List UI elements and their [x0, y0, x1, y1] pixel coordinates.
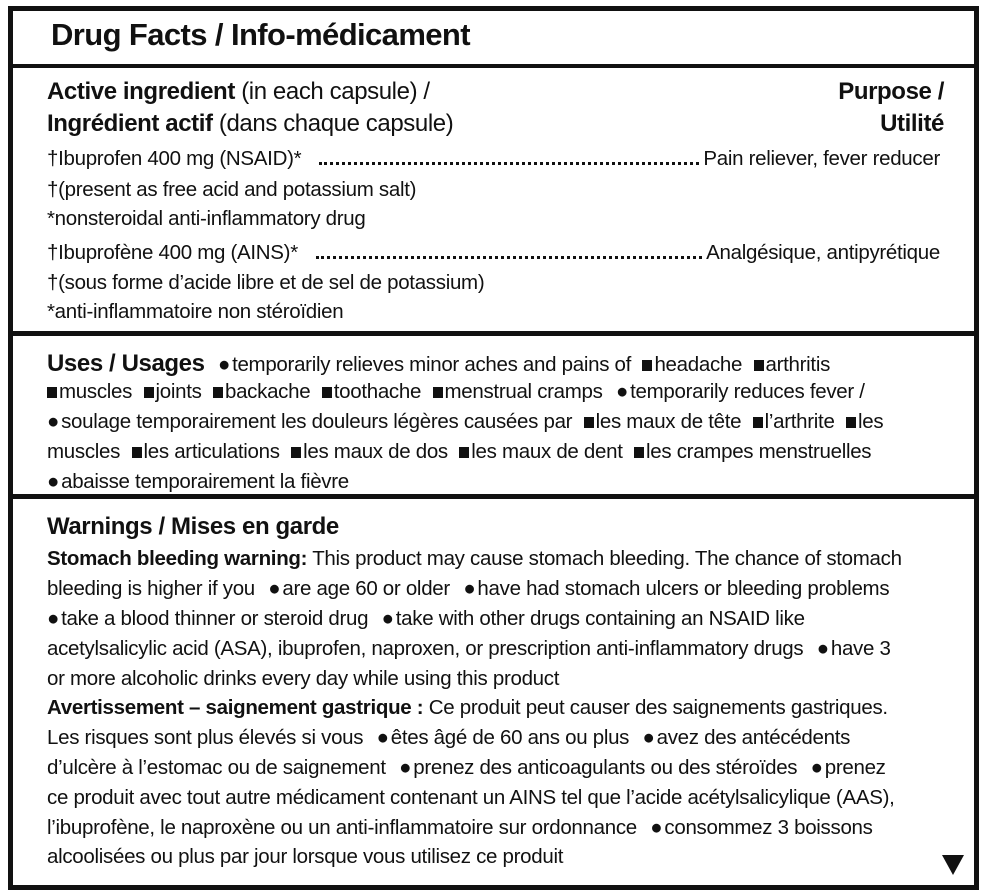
warning-en-line-1	[47, 547, 940, 571]
uses-line-4	[47, 440, 940, 464]
bullet-icon: ●	[268, 577, 281, 600]
use-item: muscles	[59, 380, 133, 403]
dotted-leader	[316, 256, 702, 259]
down-triangle-icon	[942, 855, 964, 875]
warning-en-label: Stomach bleeding warning:	[47, 547, 308, 570]
warning-fr-line-2	[47, 726, 940, 750]
warning-en-line-5: or more alcoholic drinks every day while using this product	[47, 667, 560, 690]
ingredient-note1-en: †(present as free acid and potassium salt)	[47, 178, 417, 201]
warning-text: d’ulcère à l’estomac ou de saignement	[47, 756, 386, 779]
ingredient-en: †Ibuprofen 400 mg (NSAID)*	[47, 147, 302, 170]
square-bullet-icon	[459, 447, 469, 458]
warning-text: prenez des anticoagulants ou des stéroïdes	[413, 756, 798, 779]
warning-text: Ce produit peut causer des saignements gastriques.	[423, 696, 888, 719]
warning-text: take with other drugs containing an NSAID like	[395, 607, 805, 630]
warning-text: bleeding is higher if you	[47, 577, 255, 600]
warning-text: l’ibuprofène, le naproxène ou un anti-inflammatoire sur ordonnance	[47, 816, 637, 839]
warnings-heading: Warnings / Mises en garde	[47, 513, 339, 540]
square-bullet-icon	[846, 417, 856, 428]
use-item: joints	[155, 380, 202, 403]
warning-text: prenez	[824, 756, 886, 779]
square-bullet-icon	[753, 417, 763, 428]
ingredient-note2-en: *nonsteroidal anti-inflammatory drug	[47, 207, 366, 230]
use-item: toothache	[333, 380, 422, 403]
square-bullet-icon	[47, 387, 57, 398]
warning-en-line-2	[47, 577, 940, 601]
square-bullet-icon	[322, 387, 332, 398]
square-bullet-icon	[584, 417, 594, 428]
purpose-en: Pain reliever, fever reducer	[703, 147, 940, 170]
bullet-icon: ●	[376, 726, 389, 749]
warning-text: This product may cause stomach bleeding. The chance of stomach	[307, 547, 902, 570]
warning-fr-line-3	[47, 756, 940, 780]
use-item: les maux de dent	[471, 440, 623, 463]
active-heading-fr	[47, 110, 940, 138]
use-item: temporarily reduces fever /	[630, 380, 865, 403]
square-bullet-icon	[291, 447, 301, 458]
uses-line-3	[47, 410, 940, 434]
warnings-section	[13, 499, 974, 885]
use-item: arthritis	[765, 353, 831, 376]
bullet-icon: ●	[47, 470, 60, 493]
uses-line-5	[47, 470, 940, 494]
square-bullet-icon	[754, 360, 764, 371]
warning-fr-label: Avertissement – saignement gastrique :	[47, 696, 424, 719]
purpose-heading-line2: Utilité	[880, 110, 944, 137]
warning-en-line-3	[47, 607, 940, 631]
warning-en-line-4	[47, 637, 940, 661]
use-item: les	[857, 410, 884, 433]
warning-fr-line-1	[47, 696, 940, 720]
active-heading-en-bold: Active ingredient	[47, 78, 235, 105]
use-item: les maux de dos	[303, 440, 448, 463]
use-item: soulage temporairement les douleurs légères causées par	[61, 410, 573, 433]
square-bullet-icon	[213, 387, 223, 398]
use-item: les articulations	[143, 440, 280, 463]
dotted-leader	[319, 162, 699, 165]
use-item: menstrual cramps	[444, 380, 603, 403]
warning-text: take a blood thinner or steroid drug	[61, 607, 369, 630]
uses-line-1	[47, 350, 940, 378]
active-heading-fr-bold: Ingrédient actif	[47, 110, 213, 137]
bullet-icon: ●	[463, 577, 476, 600]
use-item: l’arthrite	[764, 410, 835, 433]
uses-line-2	[47, 380, 940, 404]
page-title: Drug Facts / Info-médicament	[51, 17, 470, 52]
square-bullet-icon	[634, 447, 644, 458]
bullet-icon: ●	[399, 756, 412, 779]
drug-facts-panel	[8, 6, 979, 890]
ingredient-fr: †Ibuprofène 400 mg (AINS)*	[47, 241, 298, 264]
square-bullet-icon	[433, 387, 443, 398]
use-item: les maux de tête	[595, 410, 742, 433]
use-item: muscles	[47, 440, 121, 463]
title-bar	[13, 11, 974, 68]
purpose-heading-line1: Purpose /	[838, 78, 944, 105]
warning-text: have 3	[830, 637, 891, 660]
square-bullet-icon	[132, 447, 142, 458]
bullet-icon: ●	[642, 726, 655, 749]
square-bullet-icon	[144, 387, 154, 398]
use-item: temporarily relieves minor aches and pains of	[232, 353, 632, 376]
warning-text: êtes âgé de 60 ans ou plus	[390, 726, 630, 749]
warning-fr-line-5	[47, 816, 940, 840]
bullet-icon: ●	[47, 607, 60, 630]
bullet-icon: ●	[816, 637, 829, 660]
use-item: abaisse temporairement la fièvre	[61, 470, 349, 493]
warning-fr-line-4: ce produit avec tout autre médicament contenant un AINS tel que l’acide acétylsalicylique (AAS),	[47, 786, 895, 809]
ingredient-note1-fr: †(sous forme d’acide libre et de sel de potassium)	[47, 271, 485, 294]
uses-section	[13, 336, 974, 499]
warning-text: acetylsalicylic acid (ASA), ibuprofen, naproxen, or prescription anti-inflammatory drugs	[47, 637, 804, 660]
active-ingredient-section	[13, 68, 974, 336]
use-item: backache	[224, 380, 311, 403]
square-bullet-icon	[642, 360, 652, 371]
use-item: les crampes menstruelles	[646, 440, 872, 463]
bullet-icon: ●	[217, 353, 231, 376]
active-heading-en	[47, 78, 940, 106]
warning-text: are age 60 or older	[282, 577, 450, 600]
warning-text: have had stomach ulcers or bleeding problems	[477, 577, 890, 600]
warning-text: Les risques sont plus élevés si vous	[47, 726, 364, 749]
active-heading-fr-rest: (dans chaque capsule)	[212, 110, 454, 137]
warning-text: avez des antécédents	[656, 726, 851, 749]
bullet-icon: ●	[616, 380, 629, 403]
active-heading-en-rest: (in each capsule) /	[234, 78, 430, 105]
purpose-fr: Analgésique, antipyrétique	[706, 241, 940, 264]
warning-fr-line-6: alcoolisées ou plus par jour lorsque vous utilisez ce produit	[47, 845, 564, 868]
ingredient-row-fr	[47, 241, 940, 265]
bullet-icon: ●	[381, 607, 394, 630]
ingredient-note2-fr: *anti-inflammatoire non stéroïdien	[47, 300, 344, 323]
uses-heading: Uses / Usages	[47, 350, 205, 377]
bullet-icon: ●	[810, 756, 823, 779]
bullet-icon: ●	[650, 816, 663, 839]
ingredient-row-en	[47, 147, 940, 171]
bullet-icon: ●	[47, 410, 60, 433]
warning-text: consommez 3 boissons	[664, 816, 873, 839]
use-item: headache	[654, 353, 743, 376]
